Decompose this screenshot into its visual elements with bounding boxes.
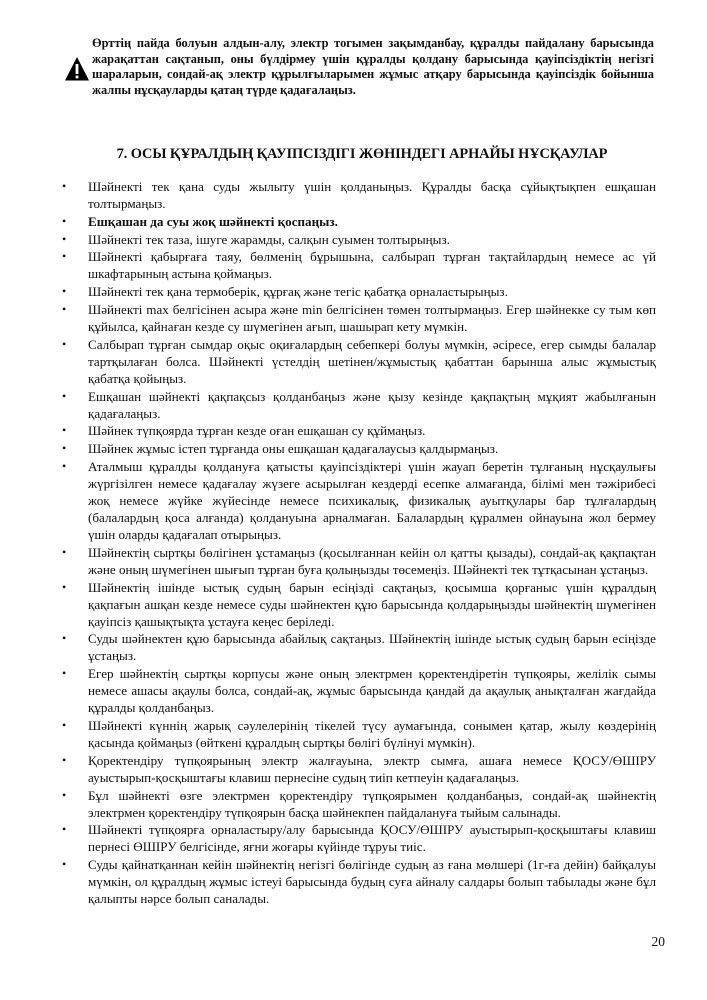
list-item — [62, 665, 656, 716]
list-item-text: Шәйнек жұмыс істеп тұрғанда оны ешқашан қадағалаусыз қалдырмаңыз. — [88, 441, 499, 457]
list-item-text: Шәйнекті тек қана суды жылыту үшін қолданыңыз. Құралды басқа сұйықтықпен ешқашан толтырмаңыз. — [88, 179, 656, 211]
list-item-text: Шәйнекті күннің жарық сәулелерінің тікелей түсу аумағында, сонымен қатар, жылу көздерінің қасында қоймаңыз (өйткені құралдың сыртқы бөлігі бүлінуі мүмкін). — [88, 717, 656, 750]
bullet-icon: • — [62, 301, 67, 316]
warning-text: Өрттің пайда болуын алдын-алу, электр тогымен зақымданбау, құралды пайдалану барысында жарақаттан сақтанып, оны бүлдірмеу үшін құралды қолдану барысында қауіпсіздіктің негізгі шараларын, сондай-ақ электр құрылғыларымен жұмыс атқару барысында қауіпсіздік бойынша жалпы нұсқауларды қатаң түрде қадағалаңыз. — [92, 36, 654, 97]
bullet-icon: • — [62, 284, 67, 299]
list-item — [62, 458, 656, 543]
bullet-icon: • — [62, 213, 67, 228]
list-item — [62, 301, 656, 335]
bullet-icon: • — [62, 441, 67, 456]
bullet-icon: • — [62, 787, 67, 802]
list-item — [62, 283, 656, 300]
list-item — [62, 856, 656, 907]
list-item — [62, 821, 656, 855]
list-item-text: Шәйнекті тек таза, ішуге жарамды, салқын суымен толтырыңыз. — [88, 231, 450, 247]
bullet-icon: • — [62, 336, 67, 351]
list-item-text: Суды қайнатқаннан кейін шәйнектің негізгі бөлігінде судың аз ғана мөлшері (1г-ға дейін) байқалуы мүмкін, ол құралдың жұмыс істеуі барысында будың суға айналу салдары болып табылады және бұл қалыпты нәрсе болып саналады. — [88, 857, 656, 907]
list-item — [62, 178, 656, 212]
list-item-text: Егер шәйнектің сыртқы корпусы және оның электрмен қоректендіретін түпқояры, желілік сымы немесе ашасы ақаулы болса, сондай-ақ, жұмыс барысында қандай да ақаулық анықталған жағдайда құралды қолданбаңыз. — [88, 666, 656, 716]
list-item-text: Шәйнекті тек қана термоберік, құрғақ және тегіс қабатқа орналастырыңыз. — [88, 284, 508, 300]
list-item — [62, 213, 656, 230]
bullet-icon: • — [62, 544, 67, 559]
bullet-icon: • — [62, 666, 67, 681]
list-item-text: Бұл шәйнекті өзге электрмен қоректендіру түпқоярымен қолданбаңыз, сондай-ақ шәйнектің электрмен қоректендіру түпқоярын басқа шәйнекпен пайдалануға тыйым салынады. — [88, 787, 656, 820]
bullet-icon: • — [62, 857, 67, 872]
list-item — [62, 248, 656, 282]
list-item-text: Шәйнекті түпқоярға орналастыру/алу барысында ҚОСУ/ӨШІРУ ауыстырып-қосқыштағы клавиш пернесі ӨШІРУ белгісінде, яғни жоғары күйінде тұруы тиіс. — [88, 822, 656, 855]
bullet-icon: • — [62, 631, 67, 646]
bullet-icon: • — [62, 579, 67, 594]
list-item-text: Шәйнектің ішінде ыстық судың барын есіңізді сақтаңыз, қосымша қорғаныс үшін құралдың қақпағын ашқан кезде немесе суды шәйнектен құю барысында қолдарыңызды шәйнектің шүмегінен қауіпсіз қашықтықта ұстауға кеңес беріледі. — [88, 579, 656, 629]
bullet-icon: • — [62, 179, 67, 193]
section-heading: 7. ОСЫ ҚҰРАЛДЫҢ ҚАУІПСІЗДІГІ ЖӨНІНДЕГІ АРНАЙЫ НҰСҚАУЛАР — [116, 146, 608, 162]
list-item-text: Ешқашан да суы жоқ шәйнекті қоспаңыз. — [88, 213, 338, 229]
list-item — [62, 787, 656, 821]
list-item — [62, 388, 656, 422]
list-item-text: Шәйнекті max белгісінен асыра және min белгісінен төмен толтырмаңыз. Егер шәйнекке су тым көп құйылса, қайнаған кезде су шүмегінен ағып, шашырап кету мүмкін. — [88, 301, 656, 334]
list-item-text: Аталмыш құралды қолдануға қатысты қауіпсіздіктері үшін жауап беретін тұлғаның нұсқаулығы жүргізілген немесе қадағалау жүзеге асырылған кездерді есепке алмағанда, білімі мен тәжірибесі жоқ немесе жүйке жүйесінде немесе психикалық, физикалық ауытқулары бар тұлғалардың (балалардың қоса алғанда) қолдануына арналмаған. Балалардың құралмен ойнауына жол бермеу үшін оларды қадағалап отырыңыз. — [88, 458, 656, 542]
list-item — [62, 336, 656, 387]
bullet-icon: • — [62, 423, 67, 438]
list-item-text: Шәйнекті қабырғаға таяу, бөлменің бұрышына, салбырап тұрған тақтайлардың немесе ас үй шкафтарының астына қоймаңыз. — [88, 249, 656, 282]
page-number: 20 — [651, 934, 665, 949]
list-item-text: Салбырап тұрған сымдар оқыс оқиғалардың себепкері болуы мүмкін, әсіресе, егер сымды балалар тартқылаған болса. Шәйнекті үстелдің шетінен/жұмыстық қабаттан барынша алыс жұмыстық қабатқа қойыңыз. — [88, 336, 656, 386]
list-item-text: Шәйнек түпқоярда тұрған кезде оған ешқашан су құймаңыз. — [88, 423, 426, 439]
bullet-icon: • — [62, 822, 67, 837]
bullet-icon: • — [62, 249, 67, 264]
list-item — [62, 579, 656, 630]
list-item — [62, 422, 656, 439]
list-item-text: Суды шәйнектен құю барысында абайлық сақтаңыз. Шәйнектің ішінде ыстық судың барын есіңізде ұстаңыз. — [88, 631, 656, 664]
list-item-text: Ешқашан шәйнекті қақпақсыз қолданбаңыз және қызу кезінде қақпақтың мұқият жабылғанын қадағалаңыз. — [88, 388, 656, 421]
bullet-icon: • — [62, 752, 67, 767]
list-item-text: Қоректендіру түпқоярының электр жалғауына, электр сымға, ашаға немесе ҚОСУ/ӨШІРУ ауыстырып-қосқыштағы клавиш пернесіне судың тиіп кетпеуін қадағалаңыз. — [88, 752, 656, 785]
list-item-text: Шәйнектің сыртқы бөлігінен ұстамаңыз (қосылғаннан кейін ол қатты қызады), сондай-ақ қақпақтан және оның шүмегінен шығып тұрған буға қолыңызды төсемеңіз. Шәйнекті тек тұтқасынан ұстаңыз. — [88, 544, 656, 577]
list-item — [62, 544, 656, 578]
warning-triangle-icon — [64, 56, 90, 82]
bullet-icon: • — [62, 388, 67, 403]
list-item — [62, 752, 656, 786]
warning-block — [64, 36, 654, 98]
list-item — [62, 717, 656, 751]
bullet-icon: • — [62, 231, 67, 246]
bullet-icon: • — [62, 717, 67, 732]
safety-instructions-list — [62, 178, 656, 908]
list-item — [62, 630, 656, 664]
list-item — [62, 440, 656, 457]
bullet-icon: • — [62, 458, 67, 473]
list-item — [62, 231, 656, 248]
